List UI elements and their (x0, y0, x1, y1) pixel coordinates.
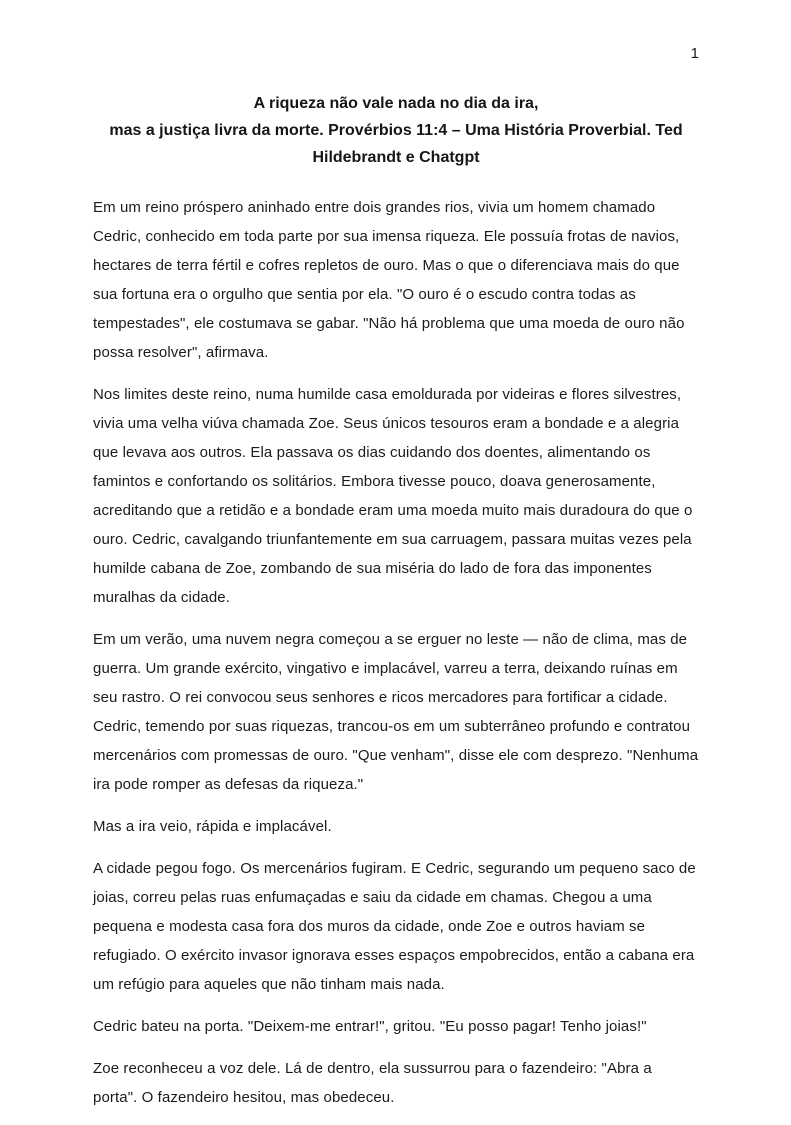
document-content (93, 90, 699, 1125)
document-title (93, 90, 699, 171)
title-line: mas a justiça livra da morte. Provérbios 11:4 – Uma História Proverbial. Ted (109, 122, 683, 139)
title-line: Hildebrandt e Chatgpt (312, 149, 480, 166)
paragraph: Em um verão, uma nuvem negra começou a se erguer no leste — não de clima, mas de guerra. Um grande exército, vingativo e implacável, varreu a terra, deixando ruínas em seu rastro. O rei convocou seus senhores e ricos mercadores para fortificar a cidade. Cedric, temendo por suas riquezas, trancou-os em um subterrâneo profundo e contratou mercenários com promessas de ouro. "Que venham", disse ele com desprezo. "Nenhuma ira pode romper as defesas da riqueza." (93, 631, 699, 793)
paragraph: Nos limites deste reino, numa humilde casa emoldurada por videiras e flores silvestres, vivia uma velha viúva chamada Zoe. Seus únicos tesouros eram a bondade e a alegria que levava aos outros. Ela passava os dias cuidando dos doentes, alimentando os famintos e confortando os solitários. Embora tivesse pouco, doava generosamente, acreditando que a retidão e a bondade eram uma moeda muito mais duradoura do que o ouro. Cedric, cavalgando triunfantemente em sua carruagem, passara muitas vezes pela humilde cabana de Zoe, zombando de sua miséria do lado de fora das imponentes muralhas da cidade. (93, 386, 693, 606)
paragraph: Cedric bateu na porta. "Deixem-me entrar!", gritou. "Eu posso pagar! Tenho joias!" (93, 1018, 647, 1035)
page-number: 1 (690, 45, 699, 62)
paragraph: A cidade pegou fogo. Os mercenários fugiram. E Cedric, segurando um pequeno saco de joias, correu pelas ruas enfumaçadas e saiu da cidade em chamas. Chegou a uma pequena e modesta casa fora dos muros da cidade, onde Zoe e outros haviam se refugiado. O exército invasor ignorava esses espaços empobrecidos, então a cabana era um refúgio para aqueles que não tinham mais nada. (93, 860, 696, 993)
paragraph: Zoe reconheceu a voz dele. Lá de dentro, ela sussurrou para o fazendeiro: "Abra a porta". O fazendeiro hesitou, mas obedeceu. (93, 1060, 652, 1106)
story-body (93, 193, 699, 1112)
paragraph: Mas a ira veio, rápida e implacável. (93, 818, 332, 835)
title-line: A riqueza não vale nada no dia da ira, (253, 95, 539, 112)
paragraph: Em um reino próspero aninhado entre dois grandes rios, vivia um homem chamado Cedric, conhecido em toda parte por sua imensa riqueza. Ele possuía frotas de navios, hectares de terra fértil e cofres repletos de ouro. Mas o que o diferenciava mais do que sua fortuna era o orgulho que sentia por ela. "O ouro é o escudo contra todas as tempestades", ele costumava se gabar. "Não há problema que uma moeda de ouro não possa resolver", afirmava. (93, 199, 685, 361)
